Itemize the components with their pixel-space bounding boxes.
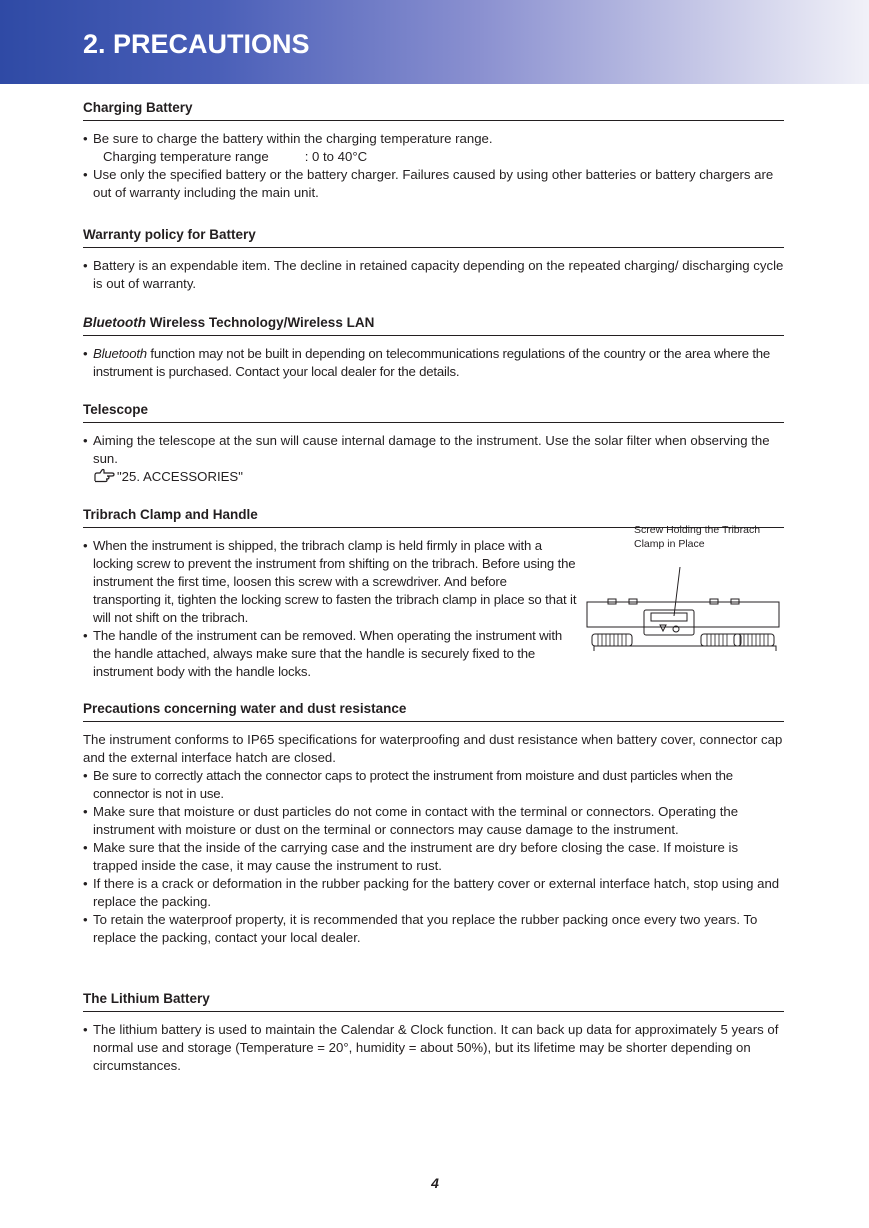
list-item: • Make sure that moisture or dust particles do not come in contact with the terminal or connectors. Operating the instrument with moisture or dust on the terminal or connectors may cause damage to the instrument. [83,804,739,837]
section-telescope [83,402,784,486]
list-item: • To retain the waterproof property, it is recommended that you replace the rubber packing once every two years. To replace the packing, contact your local dealer. [83,912,758,945]
section-water-dust [83,701,784,947]
section-heading: Bluetooth Wireless Technology/Wireless LAN [83,315,784,336]
reference-link[interactable]: "25. ACCESSORIES" [117,469,243,484]
tribrach-diagram [584,521,784,651]
intro-paragraph: The instrument conforms to IP65 specifications for waterproofing and dust resistance when battery cover, connector cap and the external interface hatch are closed. [83,732,783,765]
page-number: 4 [431,1175,439,1191]
list-item: • Be sure to correctly attach the connector caps to protect the instrument from moisture and dust particles when the connector is not in use. [83,768,733,801]
temperature-range [83,148,784,166]
section-heading: Telescope [83,402,784,423]
list-item: • The handle of the instrument can be removed. When operating the instrument with the handle attached, always make sure that the handle is securely fixed to the instrument body with the handle locks. [83,628,563,679]
list-item: • If there is a crack or deformation in the rubber packing for the battery cover or external interface hatch, stop using and replace the packing. [83,876,780,909]
cross-reference[interactable] [83,468,784,486]
list-item: • The lithium battery is used to maintain the Calendar & Clock function. It can back up data for approximately 5 years of normal use and storage (Temperature = 20°, humidity = about 50%), but its lifetime may be shorter depending on circumstances. [83,1022,779,1073]
section-heading: Tribrach Clamp and Handle [83,507,784,528]
section-heading: Charging Battery [83,100,784,121]
title-banner [0,0,869,84]
list-item: • Bluetooth function may not be built in depending on telecommunications regulations of the country or the area where the instrument is purchased. Contact your local dealer for the details. [83,346,771,379]
list-item: • Battery is an expendable item. The decline in retained capacity depending on the repeated charging/ discharging cycle is out of warranty. [83,258,784,291]
section-lithium-battery [83,991,784,1075]
section-heading: Precautions concerning water and dust resistance [83,701,784,722]
list-item: • Aiming the telescope at the sun will cause internal damage to the instrument. Use the solar filter when observing the sun. [83,433,770,466]
list-item: • When the instrument is shipped, the tribrach clamp is held firmly in place with a locking screw to prevent the instrument from shifting on the tribrach. Before using the instrument the first time, loosen this screw with a screwdriver. And before transporting it, tighten the locking screw to fasten the tribrach clamp in place so that it will not shift on the tribrach. [83,538,577,625]
figure-label: Screw Holding the Tribrach Clamp in Place [634,524,761,550]
section-tribrach [83,507,784,681]
section-bluetooth [83,315,784,381]
section-heading: The Lithium Battery [83,991,784,1012]
list-item: • Be sure to charge the battery within the charging temperature range. [83,131,493,146]
page-title: 2. PRECAUTIONS [83,29,310,59]
pointing-hand-icon [93,468,115,484]
section-charging-battery [83,100,784,202]
list-item: • Use only the specified battery or the battery charger. Failures caused by using other batteries or battery chargers are out of warranty including the main unit. [83,167,774,200]
range-label: Charging temperature range [103,149,269,164]
section-heading: Warranty policy for Battery [83,227,784,248]
section-warranty-policy [83,227,784,293]
list-item: • Make sure that the inside of the carrying case and the instrument are dry before closing the case. If moisture is trapped inside the case, it may cause the instrument to rust. [83,840,739,873]
tribrach-figure [584,521,784,651]
range-value: : 0 to 40°C [304,149,368,164]
